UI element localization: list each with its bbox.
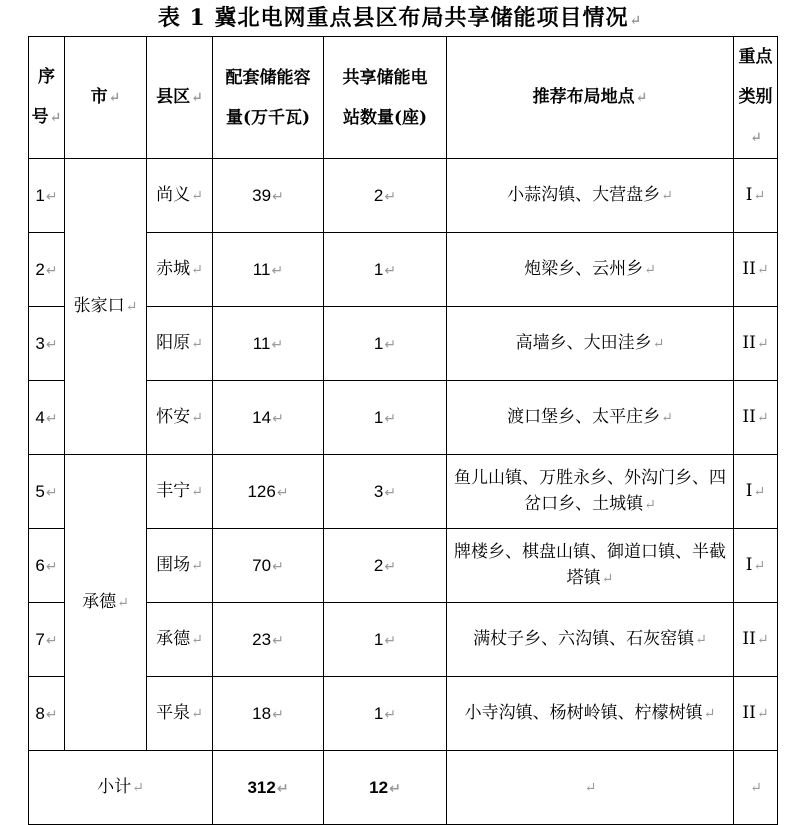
cell-city-chengde: 承德↵ bbox=[65, 455, 147, 751]
subtotal-stations: 12↵ bbox=[324, 751, 447, 825]
cell-capacity: 11↵ bbox=[213, 233, 324, 307]
cell-capacity: 70↵ bbox=[213, 529, 324, 603]
cell-location: 高墙乡、大田洼乡↵ bbox=[447, 307, 734, 381]
cell-stations: 1↵ bbox=[324, 307, 447, 381]
cell-capacity: 126↵ bbox=[213, 455, 324, 529]
cell-location: 鱼儿山镇、万胜永乡、外沟门乡、四岔口乡、土城镇↵ bbox=[447, 455, 734, 529]
cell-location: 渡口堡乡、太平庄乡↵ bbox=[447, 381, 734, 455]
header-category: 重点 类别↵ bbox=[734, 37, 778, 159]
storage-project-table bbox=[28, 36, 778, 825]
cell-seq: 6↵ bbox=[29, 529, 65, 603]
header-location: 推荐布局地点↵ bbox=[447, 37, 734, 159]
cell-county: 承德↵ bbox=[147, 603, 213, 677]
header-seq: 序 号↵ bbox=[29, 37, 65, 159]
header-city: 市↵ bbox=[65, 37, 147, 159]
header-county: 县区↵ bbox=[147, 37, 213, 159]
cell-seq: 4↵ bbox=[29, 381, 65, 455]
cell-county: 丰宁↵ bbox=[147, 455, 213, 529]
cell-seq: 8↵ bbox=[29, 677, 65, 751]
cell-stations: 1↵ bbox=[324, 603, 447, 677]
table-row bbox=[29, 159, 778, 233]
subtotal-category: ↵ bbox=[734, 751, 778, 825]
cell-stations: 1↵ bbox=[324, 381, 447, 455]
cell-category: II↵ bbox=[734, 381, 778, 455]
cell-location: 满杖子乡、六沟镇、石灰窑镇↵ bbox=[447, 603, 734, 677]
cell-seq: 7↵ bbox=[29, 603, 65, 677]
table-title bbox=[0, 0, 800, 36]
cell-stations: 3↵ bbox=[324, 455, 447, 529]
cell-location: 牌楼乡、棋盘山镇、御道口镇、半截塔镇↵ bbox=[447, 529, 734, 603]
cell-city-zhangjiakou: 张家口↵ bbox=[65, 159, 147, 455]
cell-location: 小寺沟镇、杨树岭镇、柠檬树镇↵ bbox=[447, 677, 734, 751]
cell-category: II↵ bbox=[734, 307, 778, 381]
cell-stations: 1↵ bbox=[324, 677, 447, 751]
cell-stations: 2↵ bbox=[324, 159, 447, 233]
table-title-text: 表 1 冀北电网重点县区布局共享储能项目情况 bbox=[157, 5, 629, 31]
cell-seq: 1↵ bbox=[29, 159, 65, 233]
cell-county: 围场↵ bbox=[147, 529, 213, 603]
cell-capacity: 39↵ bbox=[213, 159, 324, 233]
cell-location: 小蒜沟镇、大营盘乡↵ bbox=[447, 159, 734, 233]
subtotal-location: ↵ bbox=[447, 751, 734, 825]
header-capacity: 配套储能容 量(万千瓦) bbox=[213, 37, 324, 159]
cell-county: 赤城↵ bbox=[147, 233, 213, 307]
cell-category: II↵ bbox=[734, 603, 778, 677]
cell-seq: 5↵ bbox=[29, 455, 65, 529]
cell-stations: 2↵ bbox=[324, 529, 447, 603]
cell-capacity: 18↵ bbox=[213, 677, 324, 751]
cell-stations: 1↵ bbox=[324, 233, 447, 307]
subtotal-capacity: 312↵ bbox=[213, 751, 324, 825]
cell-capacity: 14↵ bbox=[213, 381, 324, 455]
cell-category: I↵ bbox=[734, 159, 778, 233]
cell-capacity: 23↵ bbox=[213, 603, 324, 677]
cell-seq: 2↵ bbox=[29, 233, 65, 307]
cell-seq: 3↵ bbox=[29, 307, 65, 381]
cell-county: 阳原↵ bbox=[147, 307, 213, 381]
cell-county: 平泉↵ bbox=[147, 677, 213, 751]
cell-county: 怀安↵ bbox=[147, 381, 213, 455]
cell-category: I↵ bbox=[734, 529, 778, 603]
table-row bbox=[29, 455, 778, 529]
cell-location: 炮梁乡、云州乡↵ bbox=[447, 233, 734, 307]
cell-capacity: 11↵ bbox=[213, 307, 324, 381]
subtotal-label: 小计↵ bbox=[29, 751, 213, 825]
header-row bbox=[29, 37, 778, 159]
paragraph-mark: ↵ bbox=[629, 13, 643, 29]
cell-category: II↵ bbox=[734, 233, 778, 307]
cell-category: I↵ bbox=[734, 455, 778, 529]
cell-category: II↵ bbox=[734, 677, 778, 751]
header-stations: 共享储能电 站数量(座) bbox=[324, 37, 447, 159]
cell-county: 尚义↵ bbox=[147, 159, 213, 233]
subtotal-row bbox=[29, 751, 778, 825]
